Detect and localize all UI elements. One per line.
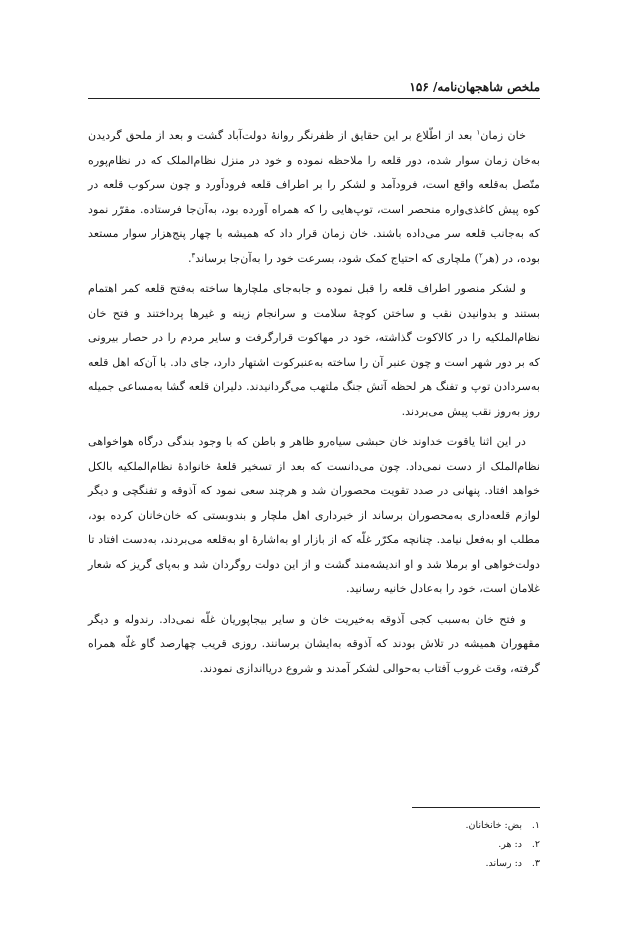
paragraph-1: [88, 124, 540, 271]
footnote-2: [88, 835, 540, 854]
paragraph-1-part-d: .: [187, 251, 192, 265]
paragraph-4: و فتح خان به‌سبب کجی آذوقه به‌خیریت خان و سایر بیجاپوریان غلّه نمی‌داد. رندوله و دیگر مقهوران همیشه در تلاش بودند که آذوقه به‌ایشان برسانند. روزی قریب چهارصد گاو غلّه همراه گرفته، وقت غروب آفتاب به‌حوالی لشکر آمدند و شروع دریااندازی نمودند.: [88, 612, 540, 675]
footnote-divider: [412, 807, 540, 808]
footnote-text: د: رساند.: [485, 858, 522, 869]
paragraph-1-part-a: خان زمان: [480, 129, 526, 142]
body-text: [88, 124, 540, 687]
footnote-number: ۲.: [531, 839, 540, 850]
footnotes: [88, 816, 540, 873]
footnote-ref-3: ۳: [191, 250, 196, 259]
paragraph-1-part-b: بعد از اطّلاع بر این حقایق از ظفرنگر روانهٔ دولت‌آباد گشت و بعد از ملحق گردیدن به‌خان زمان سوار شده، دور قلعه را ملاحظه نموده و خود در منزل نظام‌الملک که در نظام‌پوره متّصل به‌قلعه واقع است، فرودآمد و لشکر را بر اطراف قلعه فروداَورد و چون سرکوب قلعه در کوه پیش کاغذی‌واره منحصر است، توپ‌هایی را که همراه آورده بود، به‌آن‌جا فرستاده. مقرّر نمود که به‌جانب قلعه سر می‌داده باشند. خان زمان قرار داد که همیشه با چهار پنج‌هزار سوار مستعد بوده، در (هر: [88, 129, 540, 265]
footnote-number: ۱.: [531, 820, 540, 831]
footnote-ref-2: ۲: [478, 250, 483, 259]
footnote-text: بض: خانخانان.: [465, 820, 522, 831]
paragraph-3: در این اثنا یاقوت خداوند خان حبشی سیاه‌رو ظاهر و باطن که با وجود بندگی درگاه هواخواهی نظام‌الملک از دست نمی‌داد. چون می‌دانست که بعد از تسخیر قلعهٔ خانوادهٔ نظام‌الملکیه بالکل خواهد افتاد. پنهانی در صدد تقویت محصوران شد و هرچند سعی نمود که آذوقه و تفنگچی و دیگر لوازم قلعه‌داری به‌محصوران برساند از خبرداری اهل ملچار و بندوبستی که خان‌خانان کرده بود، مطلب او به‌فعل نیامد. چنانچه مکرّر غلّه که از بازار او به‌اشارهٔ او به‌قلعه می‌بردند، به‌دست افتاد تا دولت‌خواهی او برملا شد و او اندیشه‌مند گشت و از این دولت روگردان شد و به‌پای گریز که شعار غلامان است، خود را به‌عادل خانیه رسانید.: [88, 435, 540, 595]
footnote-3: [88, 854, 540, 873]
footnote-1: [88, 816, 540, 835]
running-head: ملخص شاهجهان‌نامه/ ۱۵۶: [88, 80, 540, 99]
footnote-number: ۳.: [531, 858, 540, 869]
footnote-ref-1: ۱: [476, 128, 481, 137]
paragraph-2: و لشکر منصور اطراف قلعه را قبل نموده و جابه‌جای ملچارها ساخته به‌فتح قلعه کمر اهتمام بستند و بدوانیدن نقب و ساختن کوچهٔ سلامت و سرانجام زینه و غیرها پرداختند و فتح خان نظام‌الملکیه را در کالاکوت گذاشته، خود در مهاکوت قرارگرفت و سایر مردم را در حصار بیرونی که بر دور شهر است و چون عنبر آن را ساخته به‌عنبرکوت اشتهار دارد، جای داد. با آن‌که اهل قلعه به‌سردادن توپ و تفنگ هر لحظه آتش جنگ ملتهب می‌گردانیدند. دلیران قلعه گشا به‌مساعی جمیله روز به‌روز نقب پیش می‌بردند.: [88, 282, 540, 418]
paragraph-1-part-c: ) ملچاری که احتیاج کمک شود، بسرعت خود را به‌آن‌جا برساند: [195, 251, 479, 265]
footnote-text: د: هر.: [498, 839, 522, 850]
